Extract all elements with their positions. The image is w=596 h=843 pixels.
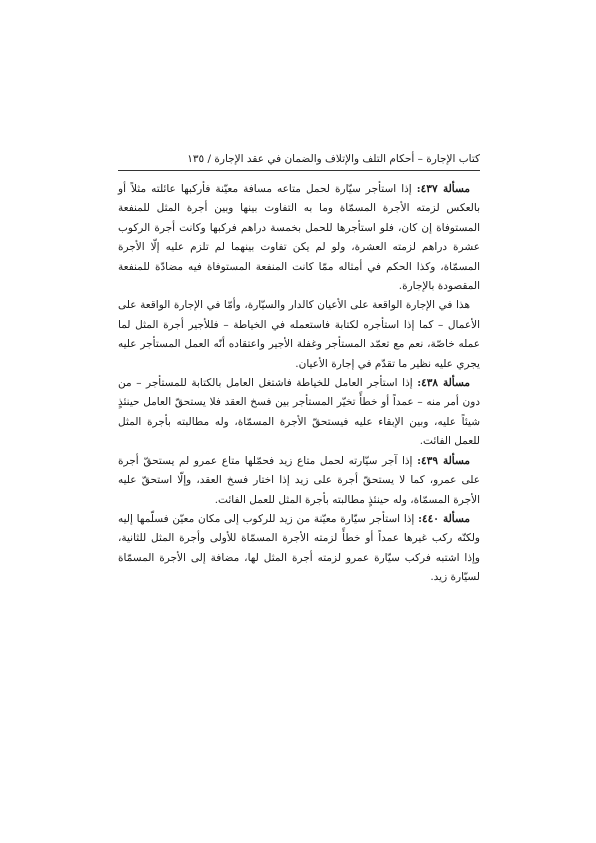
page-body xyxy=(118,180,480,588)
paragraph-works-rent xyxy=(118,296,480,374)
header-divider xyxy=(118,170,480,171)
paragraph-text: إذا استأجر سيّارة معيّنة من زيد للركوب إلى مكان معيّن فسلّمها إليه ولكنّه ركب غيرها عمداً أو خطأً لزمته الأجرة المسمّاة للأولى وأجرة المثل للثانية، وإذا اشتبه فركب سيّارة عمرو لزمته أجرة المثل لها، مضافة إلى الأجرة المسمّاة لسيّارة زيد. xyxy=(118,512,480,584)
paragraph-text: إذا استأجر العامل للخياطة فاشتغل العامل بالكتابة للمستأجر – من دون أمر منه – عمداً أو خطأً تخيّر المستأجر بين فسخ العقد فلا يستحقّ العامل حينئذٍ شيئاً عليه، وبين الإبقاء عليه فيستحقّ الأجرة المسمّاة، وله مطالبته بأجرة المثل للعمل الفائت. xyxy=(118,377,480,448)
paragraph-issue-439 xyxy=(118,452,480,510)
paragraph-issue-438 xyxy=(118,374,480,452)
paragraph-text: إذا آجر سيّارته لحمل متاع زيد فحمّلها متاع عمرو لم يستحقّ أجرة على عمرو، كما لا يستحقّ أجرة على زيد إذا اختار فسخ العقد، وإلّا استحقّ عليه الأجرة المسمّاة، وله حينئذٍ مطالبته بأجرة المثل للعمل الفائت. xyxy=(118,454,480,506)
paragraph-text: إذا استأجر سيّارة لحمل متاعه مسافة معيّنة فأركبها عائلته مثلاً أو بالعكس لزمته الأجرة المسمّاة وما به التفاوت بينها وبين أجرة المثل للمنفعة المستوفاة إن كان، فلو استأجرها للحمل بخمسة دراهم فركبها وكانت أجرة الركوب عشرة دراهم لزمته العشرة، ولو لم يكن تفاوت بينهما لم تلزم عليه إلّا الأجرة المسمّاة، وكذا الحكم في أمثاله ممّا كانت المنفعة المستوفاة فيه مضادّة للمنفعة المقصودة بالإجارة. xyxy=(118,183,480,293)
issue-label: مسألة ٤٣٩: xyxy=(417,454,470,467)
issue-label: مسألة ٤٣٨: xyxy=(417,377,470,390)
issue-label: مسألة ٤٣٧: xyxy=(416,183,470,195)
paragraph-issue-437 xyxy=(118,180,480,296)
running-header: كتاب الإجارة – أحكام التلف والإتلاف والضمان في عقد الإجارة / ١٣٥ xyxy=(187,153,480,165)
paragraph-issue-440 xyxy=(118,510,480,588)
issue-label: مسألة ٤٤٠: xyxy=(418,512,470,525)
paragraph-text: هذا في الإجارة الواقعة على الأعيان كالدار والسيّارة، وأمّا في الإجارة الواقعة على الأعمال – كما إذا استأجره لكتابة فاستعمله في الخياطة – فللأجير أجرة المثل لما عمله خاصّة، نعم مع تعمّد المستأجر وغفلة الأجير واعتقاده أنّه العمل المستأجر عليه يجري عليه نظير ما تقدّم في إجارة الأعيان. xyxy=(118,299,480,370)
